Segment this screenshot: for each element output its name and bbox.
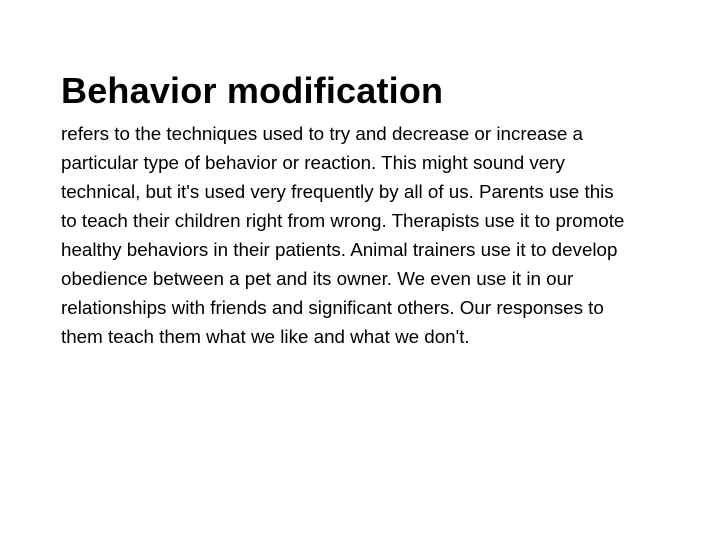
slide-body-text: refers to the techniques used to try and decrease or increase a particular type of behavior or reaction. This might sound very technical, but it's used very frequently by all of us. Parents use this to teach their children right from wrong. Therapists use it to promote healthy behaviors in their patients. Animal trainers use it to develop obedience between a pet and its owner. We even use it in our relationships with friends and significant others. Our responses to them teach them what we like and what we don't. [61,123,625,347]
slide-title: Behavior modification [61,70,444,111]
